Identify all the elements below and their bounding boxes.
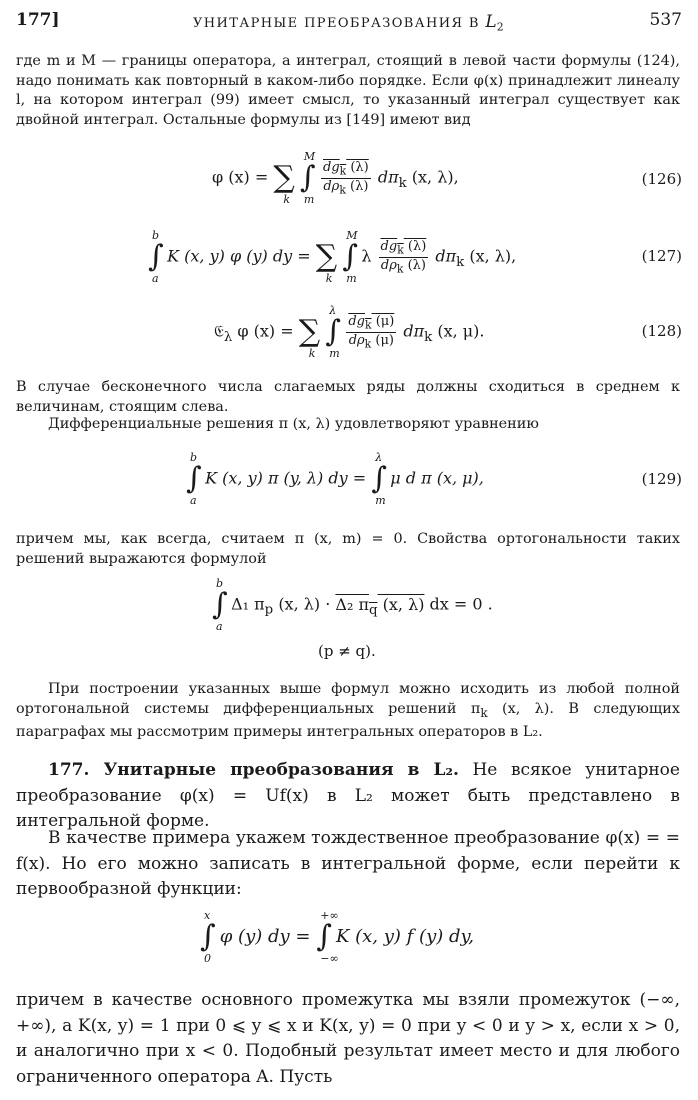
- equation-label: (127): [641, 247, 682, 265]
- equation-129: ∫ b a K (x, y) π (y, λ) dy = ∫ λ m μ d π (x, μ), (129): [186, 451, 682, 507]
- equation-label: (126): [641, 170, 682, 188]
- sum-symbol: ∑ k: [273, 160, 295, 207]
- running-header: [16, 10, 682, 34]
- integral-symbol: ∫ b a: [148, 229, 164, 286]
- integral-symbol: ∫ +∞ −∞: [316, 909, 339, 965]
- paragraph-construction: При построении указанных выше формул можно исходить из любой полной ортогональной системы дифференциальных решений $\pi_k$ (x, λ). В следующих параграфах мы рассмотрим примеры интегральных операторов в L₂.: [16, 681, 680, 741]
- integral-symbol: ∫ b a: [212, 577, 228, 633]
- equation-label: (129): [641, 470, 682, 488]
- integral-symbol: ∫ b a: [186, 451, 202, 507]
- integral-symbol: ∫ M m: [299, 150, 316, 207]
- paragraph-conclusion: причем в качестве основного промежутка мы взяли промежуток (−∞, +∞), а K(x, y) = 1 при 0 ⩽ y ⩽ x и K(x, y) = 0 при y < 0 и y > x, если x > 0, и аналогично при x < 0. Подобный результат имеет место и для любого ограниченного оператора A. Пусть: [16, 990, 680, 1087]
- integral-symbol: ∫ λ m: [325, 304, 341, 361]
- sum-symbol: ∑ k: [298, 314, 321, 361]
- equation-label: (128): [641, 322, 682, 340]
- fraction: $\frac{dg_k (\mu)}{d\rho_k (\mu)}$: [348, 314, 395, 351]
- page-number: 537: [649, 10, 682, 30]
- equation-128: 𝔈$_\lambda$ φ (x) = ∑ k ∫ λ m $\frac{dg_k (\mu)}{d\rho_k (\mu)}$ $d\pi_k$ (x, μ). (128): [214, 304, 682, 361]
- fraction: $\frac{dg_k (\lambda)}{d\rho_k (\lambda)}$: [380, 239, 427, 276]
- paragraph-series: В случае бесконечного числа слагаемых ряды должны сходиться в среднем к величинам, стоящим слева.: [16, 379, 680, 415]
- running-title: УНИТАРНЫЕ ПРЕОБРАЗОВАНИЯ В $L_2$: [192, 12, 505, 34]
- paragraph-intro: где m и M — границы оператора, а интеграл, стоящий в левой части формулы (124), надо понимать как повторный в каком-либо порядке. Если φ(x) принадлежит линеалу l, на котором интеграл (99) имеет смысл, то указанный интеграл существует как двойной интеграл. Остальные формулы из [149] имеют вид: [16, 53, 680, 128]
- integral-symbol: ∫ M m: [342, 229, 358, 286]
- paragraph-differential: Дифференциальные решения π (x, λ) удовлетворяют уравнению: [48, 416, 539, 432]
- equation-126: φ (x) = ∑ k ∫ M m $\frac{dg_k (\lambda)}{d\rho_k (\lambda)}$ $d\pi_k$ (x, λ), (126): [212, 150, 682, 207]
- paragraph-example: В качестве примера укажем тождественное преобразование φ(x) = = f(x). Но его можно записать в интегральной форме, если перейти к первообразной функции:: [16, 828, 680, 900]
- integral-symbol: ∫ λ m: [371, 451, 387, 507]
- fraction: $\frac{dg_k (\lambda)}{d\rho_k (\lambda)}$: [323, 160, 369, 197]
- paragraph-orthogonality: причем мы, как всегда, считаем π (x, m) = 0. Свойства ортогональности таких решений выражаются формулой: [16, 531, 680, 567]
- equation-127: ∫ b a K (x, y) φ (y) dy = ∑ k ∫ M m λ $\frac{dg_k (\lambda)}{d\rho_k (\lambda)}$ $d\pi_k$ (x, λ), (127): [148, 229, 682, 286]
- condition: (p ≠ q).: [318, 642, 376, 660]
- section-title: 177. Унитарные преобразования в L₂.: [48, 760, 459, 780]
- integral-symbol: ∫ x 0: [200, 909, 216, 965]
- equation-identity-integral: ∫ x 0 φ (y) dy = ∫ +∞ −∞ K (x, y) f (y) dy,: [200, 909, 475, 965]
- equation-orthogonality: ∫ b a Δ₁ $\pi_p$ (x, λ) · Δ₂ $\pi_q$ (x, λ) dx = 0 . (p ≠ q).: [212, 577, 493, 660]
- section-ref: 177]: [16, 10, 60, 30]
- sum-symbol: ∑ k: [315, 239, 338, 286]
- section-177: 177. Унитарные преобразования в L₂. Не всякое унитарное преобразование φ(x) = Uf(x) в L₂ может быть представлено в интегральной форме.: [16, 760, 680, 832]
